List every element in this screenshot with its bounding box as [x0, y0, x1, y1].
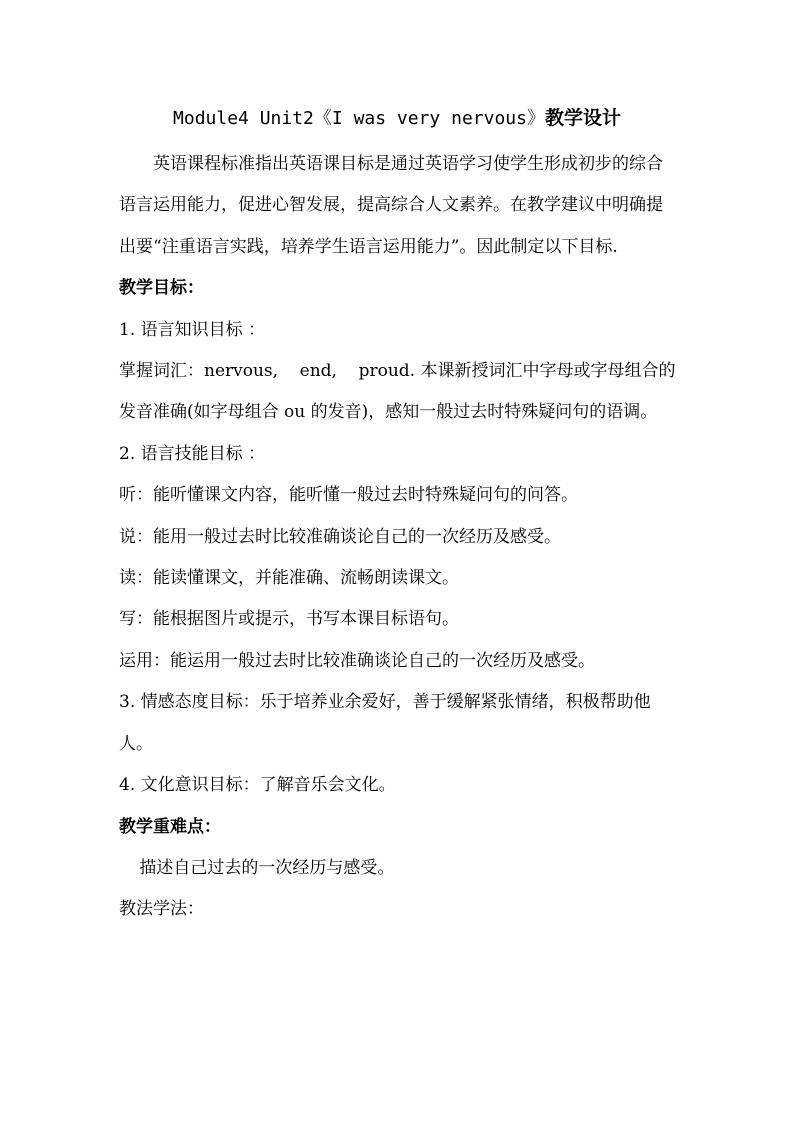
reading-objective: 读：能读懂课文，并能准确、流畅朗读课文。 — [119, 568, 459, 589]
listening-objective: 听：能听懂课文内容，能听懂一般过去时特殊疑问句的问答。 — [119, 485, 578, 506]
document-body — [119, 144, 679, 931]
key-points-heading: 教学重难点： — [119, 816, 221, 837]
document-title — [0, 104, 794, 133]
key-points-text: 描述自己过去的一次经历与感受。 — [139, 857, 395, 878]
writing-objective: 写：能根据图片或提示，书写本课目标语句。 — [119, 609, 459, 630]
title-english: Module4 Unit2《I was very nervous》 — [173, 108, 545, 129]
cultural-awareness-objective: 4. 文化意识目标：了解音乐会文化。 — [119, 775, 396, 796]
emotion-attitude-objective: 3. 情感态度目标：乐于培养业余爱好，善于缓解紧张情绪，积极帮助他人。 — [119, 692, 651, 754]
application-objective: 运用：能运用一般过去时比较准确谈论自己的一次经历及感受。 — [119, 650, 595, 671]
objectives-heading: 教学目标： — [119, 278, 204, 299]
speaking-objective: 说：能用一般过去时比较准确谈论自己的一次经历及感受。 — [119, 526, 561, 547]
methods-heading: 教法学法： — [119, 899, 204, 920]
intro-paragraph: 英语课程标准指出英语课目标是通过英语学习使学生形成初步的综合语言运用能力，促进心智发展，提高综合人文素养。在教学建议中明确提出要“注重语言实践，培养学生语言运用能力”。因此制定以下目标. — [119, 154, 663, 257]
title-chinese: 教学设计 — [544, 107, 621, 129]
language-skills-heading: 2. 语言技能目标 ： — [119, 443, 266, 464]
language-knowledge-heading: 1. 语言知识目标 ： — [119, 319, 266, 340]
language-knowledge-text: 掌握词汇：nervous, end, proud. 本课新授词汇中字母或字母组合的发音准确(如字母组合 ou 的发音)，感知一般过去时特殊疑问句的语调。 — [119, 361, 676, 423]
